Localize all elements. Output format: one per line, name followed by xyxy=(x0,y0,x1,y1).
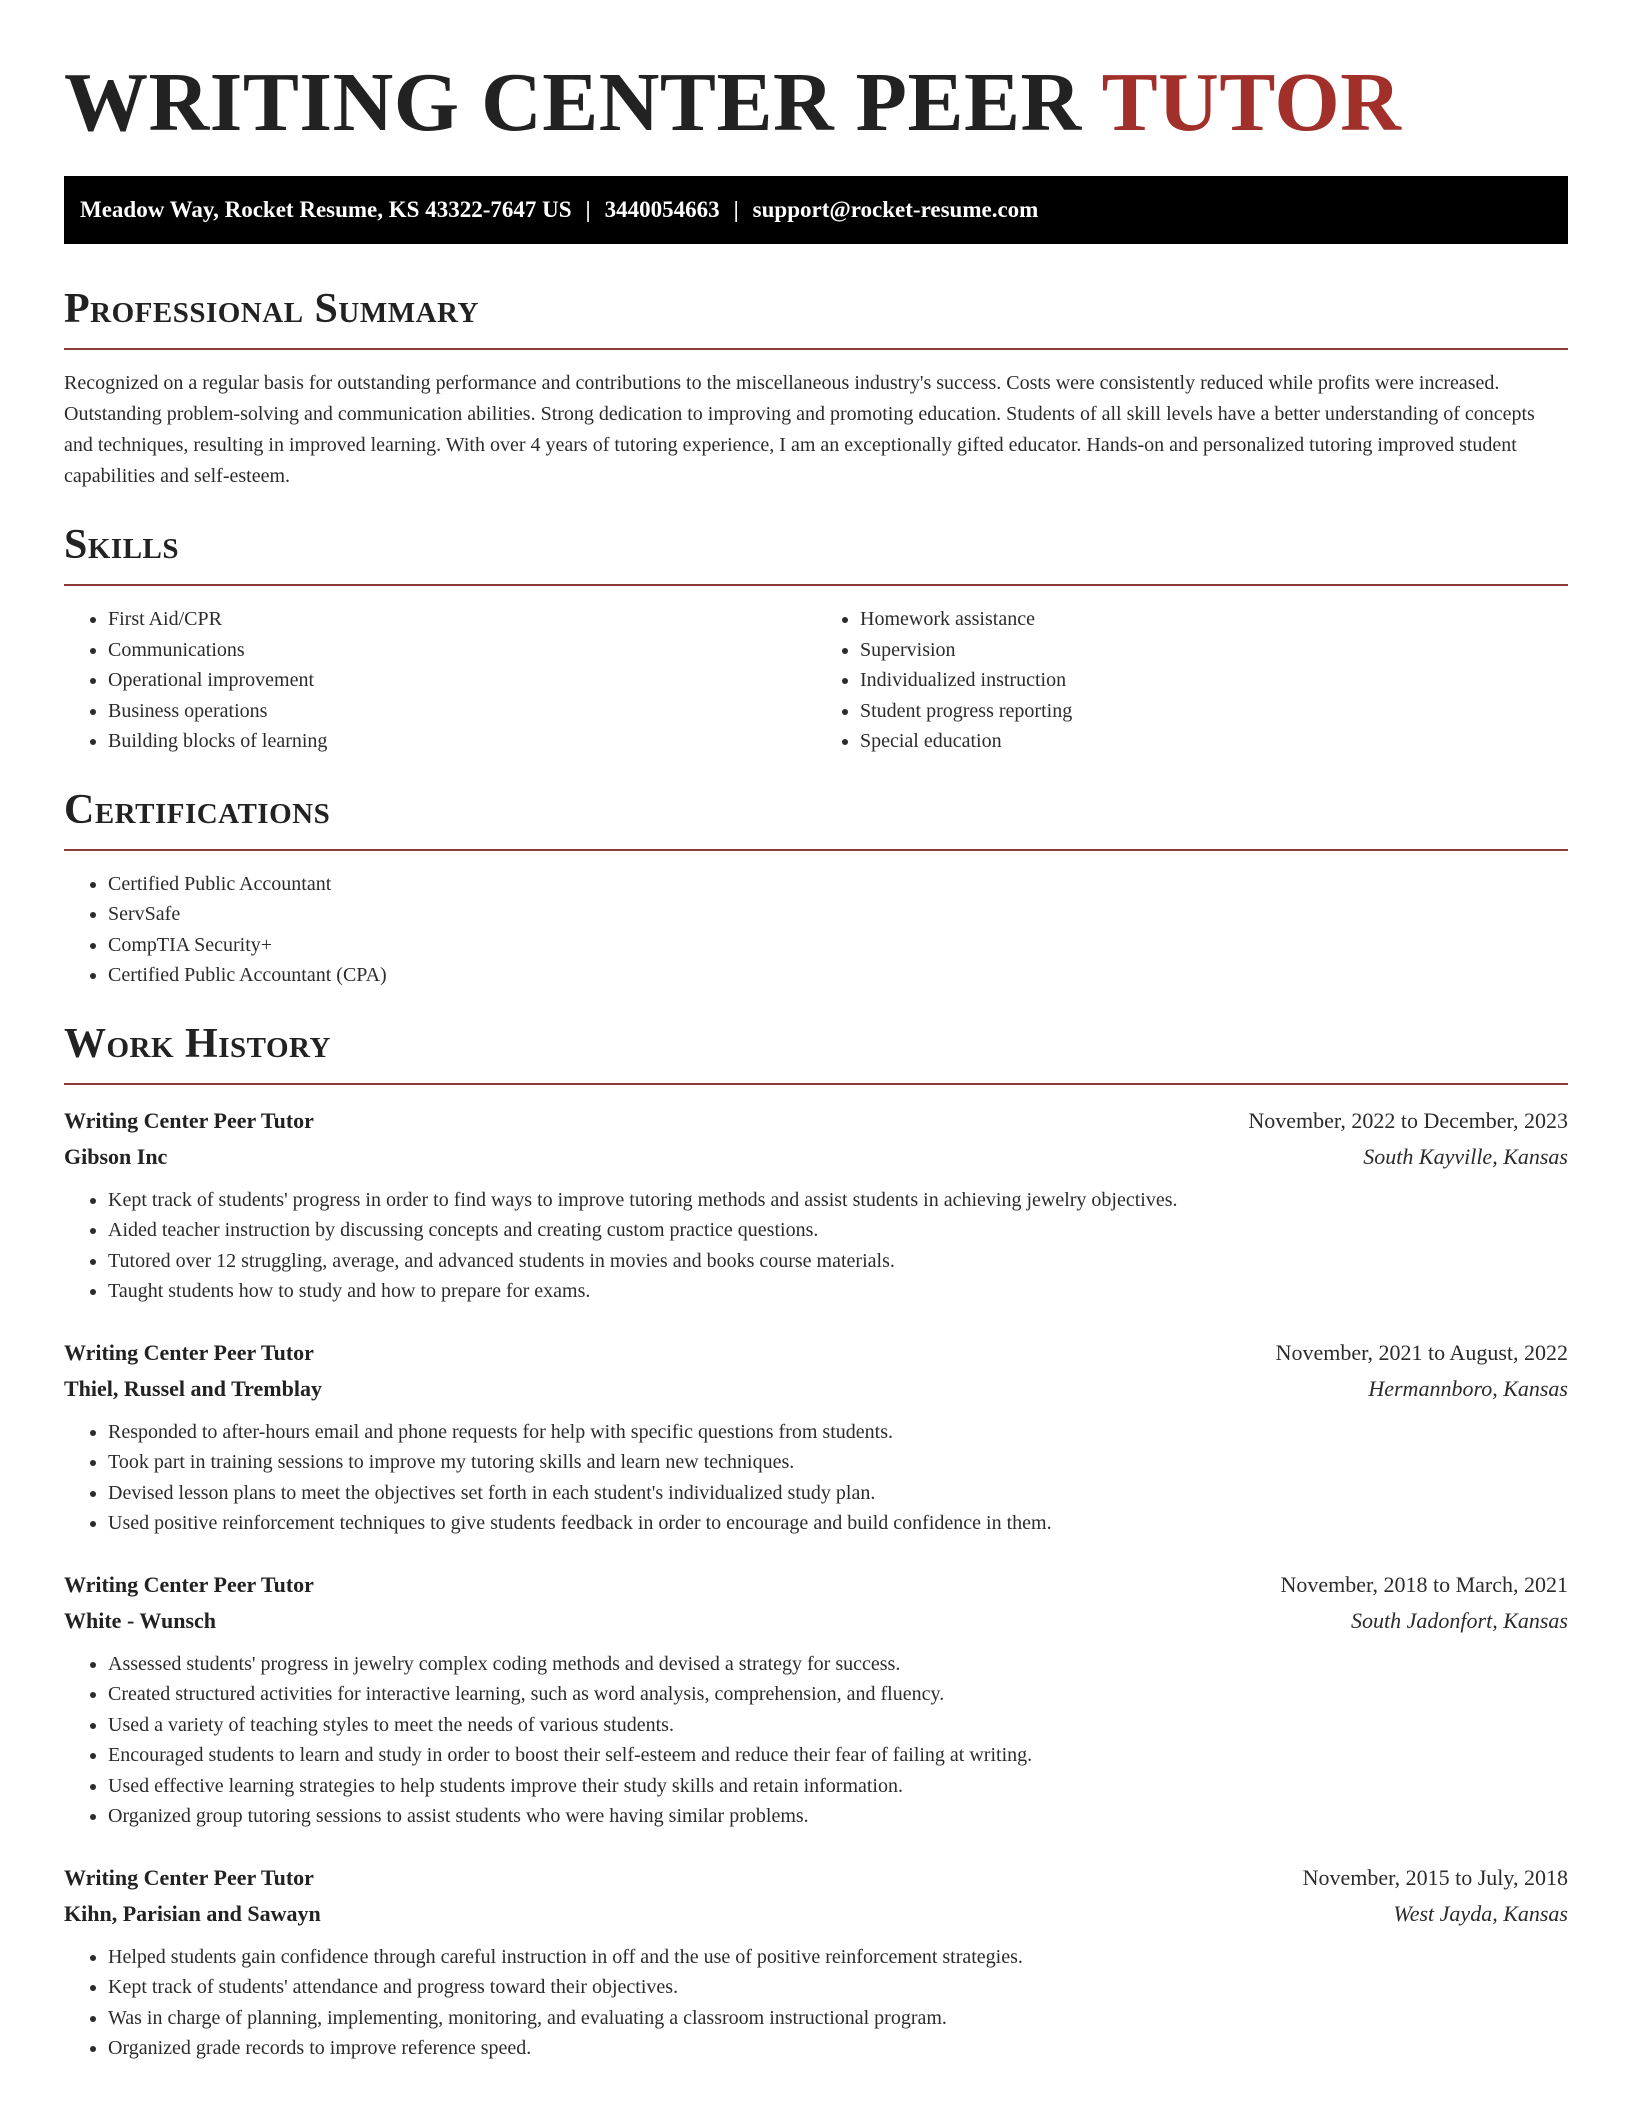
job-location: Hermannboro, Kansas xyxy=(1368,1375,1568,1401)
job-dates: November, 2018 to March, 2021 xyxy=(1280,1571,1568,1597)
resume-page xyxy=(64,0,1568,2064)
certification-item: • CompTIA Security+ xyxy=(108,930,1568,961)
job-duty: • Kept track of students' attendance and progress toward their objectives. xyxy=(108,1972,1568,2003)
skills-list-right xyxy=(816,604,1568,757)
job-dates: November, 2015 to July, 2018 xyxy=(1302,1864,1568,1890)
job-duty: • Organized grade records to improve reference speed. xyxy=(108,2033,1568,2064)
job-header-row xyxy=(64,1567,1568,1603)
skill-item: • Operational improvement xyxy=(108,665,816,696)
skill-item: • Business operations xyxy=(108,696,816,727)
certification-item: • ServSafe xyxy=(108,899,1568,930)
certifications-section xyxy=(64,785,1568,991)
section-title-summary: Professional Summary xyxy=(64,286,479,332)
work-history-section xyxy=(64,1019,1568,2064)
job-subheader-row xyxy=(64,1603,1568,1639)
job-dates: November, 2022 to December, 2023 xyxy=(1248,1107,1568,1133)
skill-item: • Supervision xyxy=(860,635,1568,666)
name-accent: TUTOR xyxy=(1101,56,1402,149)
section-title-work-history: Work History xyxy=(64,1020,331,1067)
skill-item: • Special education xyxy=(860,726,1568,757)
certification-item: • Certified Public Accountant xyxy=(108,869,1568,900)
contact-phone: 3440054663 xyxy=(604,197,720,222)
job-duty: • Assessed students' progress in jewelry complex coding methods and devised a strategy for success. xyxy=(108,1649,1568,1680)
job-duty: • Used a variety of teaching styles to meet the needs of various students. xyxy=(108,1710,1568,1741)
job-duty: • Taught students how to study and how to prepare for exams. xyxy=(108,1276,1568,1307)
skill-item: • Individualized instruction xyxy=(860,665,1568,696)
job-header-row xyxy=(64,1103,1568,1139)
certifications-list xyxy=(64,869,1568,991)
job-duty: • Took part in training sessions to improve my tutoring skills and learn new techniques. xyxy=(108,1447,1568,1478)
name-main: WRITING CENTER PEER xyxy=(64,56,1082,149)
skill-item: • Communications xyxy=(108,635,816,666)
resume-name xyxy=(64,58,1568,148)
job-duty: • Used effective learning strategies to help students improve their study skills and retain information. xyxy=(108,1771,1568,1802)
job-title: Writing Center Peer Tutor xyxy=(64,1339,314,1365)
job-location: West Jayda, Kansas xyxy=(1393,1900,1568,1926)
job-header-row xyxy=(64,1335,1568,1371)
contact-separator: | xyxy=(733,197,739,222)
job-duty: • Used positive reinforcement techniques to give students feedback in order to encourage and build confidence in them. xyxy=(108,1508,1568,1539)
certification-item: • Certified Public Accountant (CPA) xyxy=(108,960,1568,991)
contact-bar xyxy=(64,176,1568,244)
job-location: South Jadonfort, Kansas xyxy=(1351,1607,1568,1633)
job-duty: • Aided teacher instruction by discussing concepts and creating custom practice questions. xyxy=(108,1215,1568,1246)
job-location: South Kayville, Kansas xyxy=(1363,1143,1568,1169)
job-subheader-row xyxy=(64,1139,1568,1175)
job-duty: • Was in charge of planning, implementing, monitoring, and evaluating a classroom instructional program. xyxy=(108,2003,1568,2034)
job-subheader-row xyxy=(64,1896,1568,1932)
job-duty: • Organized group tutoring sessions to assist students who were having similar problems. xyxy=(108,1801,1568,1832)
job-company: Kihn, Parisian and Sawayn xyxy=(64,1900,321,1926)
job-entry xyxy=(64,1567,1568,1832)
job-duty: • Responded to after-hours email and phone requests for help with specific questions from students. xyxy=(108,1417,1568,1448)
summary-text: Recognized on a regular basis for outstanding performance and contributions to the miscellaneous industry's success. Costs were consistently reduced while profits were increased. Outstanding problem-solving and communication abilities. Strong dedication to improving and promoting education. Students of all skill levels have a better understanding of concepts and techniques, resulting in improved learning. With over 4 years of tutoring experience, I am an exceptionally gifted educator. Hands-on and personalized tutoring improved student capabilities and self-esteem. xyxy=(64,372,1535,487)
section-title-certifications: Certifications xyxy=(64,786,331,833)
job-duties-list xyxy=(64,1942,1568,2064)
section-divider xyxy=(64,584,1568,586)
job-duty: • Created structured activities for interactive learning, such as word analysis, comprehension, and fluency. xyxy=(108,1679,1568,1710)
job-dates: November, 2021 to August, 2022 xyxy=(1275,1339,1568,1365)
job-duty: • Devised lesson plans to meet the objectives set forth in each student's individualized study plan. xyxy=(108,1478,1568,1509)
section-divider xyxy=(64,348,1568,350)
job-duty: • Encouraged students to learn and study in order to boost their self-esteem and reduce their fear of failing at writing. xyxy=(108,1740,1568,1771)
skill-item: • Homework assistance xyxy=(860,604,1568,635)
job-entry xyxy=(64,1335,1568,1539)
contact-separator: | xyxy=(585,197,591,222)
job-duty: • Kept track of students' progress in order to find ways to improve tutoring methods and assist students in achieving jewelry objectives. xyxy=(108,1185,1568,1216)
job-company: Gibson Inc xyxy=(64,1143,168,1169)
job-subheader-row xyxy=(64,1371,1568,1407)
skills-section xyxy=(64,520,1568,757)
skill-item: • First Aid/CPR xyxy=(108,604,816,635)
job-header-row xyxy=(64,1860,1568,1896)
summary-section xyxy=(64,284,1568,492)
skills-list-left xyxy=(64,604,816,757)
section-divider xyxy=(64,849,1568,851)
job-duty: • Helped students gain confidence through careful instruction in off and the use of positive reinforcement strategies. xyxy=(108,1942,1568,1973)
job-title: Writing Center Peer Tutor xyxy=(64,1571,314,1597)
job-title: Writing Center Peer Tutor xyxy=(64,1864,314,1890)
job-duty: • Tutored over 12 struggling, average, and advanced students in movies and books course materials. xyxy=(108,1246,1568,1277)
contact-email: support@rocket-resume.com xyxy=(752,197,1039,222)
job-duties-list xyxy=(64,1649,1568,1832)
section-divider xyxy=(64,1083,1568,1085)
job-duties-list xyxy=(64,1185,1568,1307)
job-company: Thiel, Russel and Tremblay xyxy=(64,1375,322,1401)
skill-item: • Student progress reporting xyxy=(860,696,1568,727)
skills-grid xyxy=(64,604,1568,757)
job-duties-list xyxy=(64,1417,1568,1539)
job-entry xyxy=(64,1103,1568,1307)
job-title: Writing Center Peer Tutor xyxy=(64,1107,314,1133)
job-entry xyxy=(64,1860,1568,2064)
section-title-skills: Skills xyxy=(64,522,180,568)
contact-address: Meadow Way, Rocket Resume, KS 43322-7647 US xyxy=(80,197,572,222)
job-company: White - Wunsch xyxy=(64,1607,217,1633)
skill-item: • Building blocks of learning xyxy=(108,726,816,757)
